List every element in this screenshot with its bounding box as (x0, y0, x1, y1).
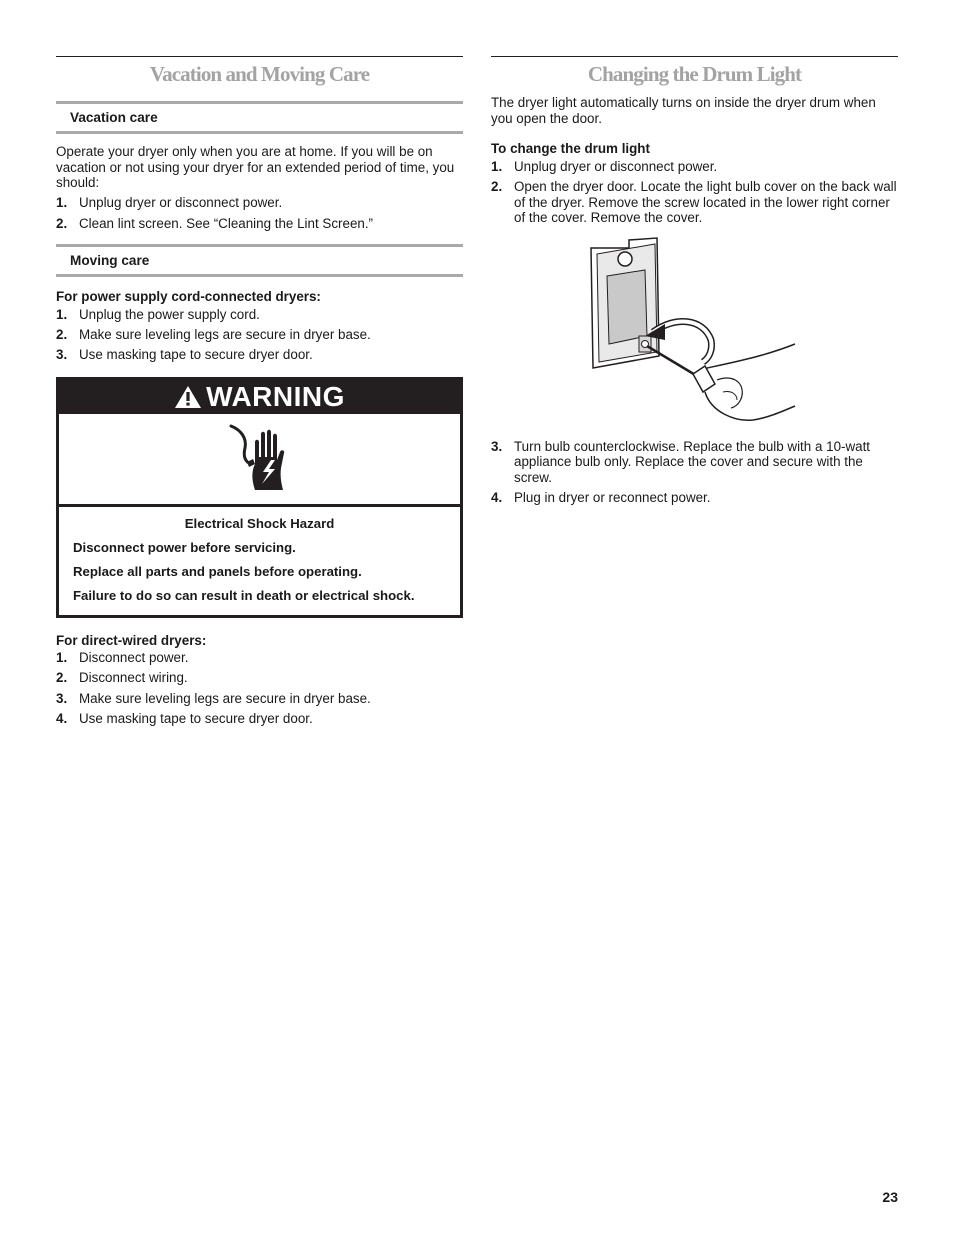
list-item: 3. Use masking tape to secure dryer door. (56, 347, 313, 363)
drum-light-title: Changing the Drum Light (587, 62, 802, 86)
electrical-shock-hand-icon (225, 424, 295, 496)
list-item: 4. Use masking tape to secure dryer door. (56, 710, 313, 726)
list-item: 1. Unplug the power supply cord. (56, 306, 260, 322)
warning-triangle-icon (174, 385, 202, 409)
list-item: 2. Disconnect wiring. (56, 670, 188, 686)
section-rule (491, 56, 898, 57)
warning-line: Disconnect power before servicing. (73, 539, 296, 555)
list-item: 2. Make sure leveling legs are secure in dryer base. (56, 326, 371, 342)
hazard-title: Electrical Shock Hazard (184, 515, 335, 531)
list-item: 2. Clean lint screen. See “Cleaning the Lint Screen.” (56, 215, 374, 231)
list-item: 1. Disconnect power. (56, 650, 189, 666)
list-item: 3. Make sure leveling legs are secure in dryer base. (56, 690, 371, 706)
list-item: 1. Unplug dryer or disconnect power. (56, 195, 283, 211)
cord-dryers-heading: For power supply cord-connected dryers: (56, 289, 321, 305)
drum-light-intro: The dryer light automatically turns on inside the dryer drum when you open the door. (491, 95, 876, 126)
change-drum-light-heading: To change the drum light (491, 141, 650, 157)
drum-light-steps (491, 159, 898, 226)
warning-box (56, 377, 463, 618)
page-number: 23 (882, 1189, 898, 1205)
direct-wired-steps (56, 650, 463, 726)
drum-light-steps-continued (491, 439, 898, 506)
vacation-moving-column (56, 56, 463, 726)
bulb-cover-screwdriver-illustration (585, 236, 805, 436)
list-item: 4. Plug in dryer or reconnect power. (491, 490, 711, 506)
list-item: 1. Unplug dryer or disconnect power. (491, 158, 718, 174)
section-rule (56, 56, 463, 57)
warning-text (59, 507, 460, 615)
vacation-steps (56, 195, 463, 231)
warning-line: Failure to do so can result in death or electrical shock. (73, 588, 415, 603)
warning-label: WARNING (206, 380, 345, 412)
warning-line: Replace all parts and panels before operating. (73, 563, 362, 579)
list-item: 3. Turn bulb counterclockwise. Replace the bulb with a 10-watt appliance bulb only. Replace the cover and secure with the screw. (491, 438, 871, 485)
vacation-care-heading: Vacation care (56, 101, 463, 134)
moving-care-heading: Moving care (56, 244, 463, 277)
vacation-moving-title: Vacation and Moving Care (149, 62, 370, 86)
direct-wired-heading: For direct-wired dryers: (56, 632, 207, 648)
drum-light-column (491, 56, 898, 506)
vacation-intro: Operate your dryer only when you are at home. If you will be on vacation or not using your dryer for an extended period of time, you should: (56, 144, 455, 191)
warning-icon-area (59, 414, 460, 507)
warning-header (59, 380, 460, 414)
bulb-cover-illustration (585, 236, 805, 436)
list-item: 2. Open the dryer door. Locate the light bulb cover on the back wall of the dryer. Remove the screw located in the lower right corner of the cover. Remove the cover. (491, 178, 897, 226)
cord-dryers-steps (56, 307, 463, 363)
